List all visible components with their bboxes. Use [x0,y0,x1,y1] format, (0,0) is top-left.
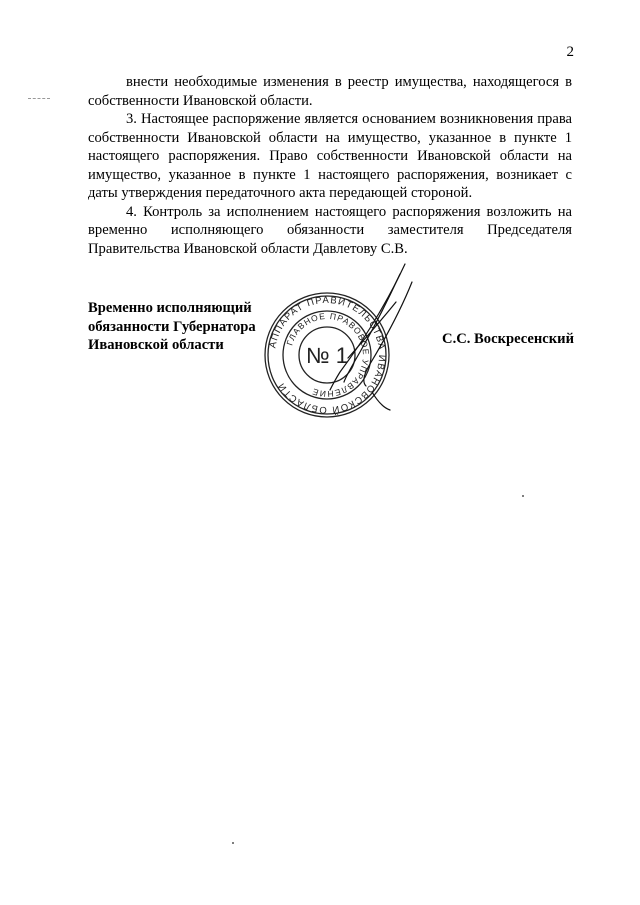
seal-outer-text: АППАРАТ ПРАВИТЕЛЬСТВА ИВАНОВСКОЙ ОБЛАСТИ [267,294,388,416]
body-text [88,73,572,258]
paragraph-3: 3. Настоящее распоряжение является основанием возникновения права собственности Ивановской области на имущество, указанное в пункте 1 настоящего распоряжения. Право собственности Ивановской области на имущество, указанное в пункте 1 настоящего распоряжения, возникает с даты утверждения передаточного акта передающей стороной. [88,111,572,201]
signatory-title-line: обязанности Губернатора [88,318,256,335]
paragraph-continuation: внести необходимые изменения в реестр имущества, находящегося в собственности Ивановской области. [88,74,572,109]
seal-inner-text: ГЛАВНОЕ ПРАВОВОЕ УПРАВЛЕНИЕ [284,310,372,400]
handwritten-signature [300,262,450,412]
paragraph-4: 4. Контроль за исполнением настоящего распоряжения возложить на временно исполняющего обязанности заместителя Председателя Правительства Ивановской области Давлетову С.В. [88,203,572,257]
scan-speck [522,495,524,497]
signatory-title-line: Временно исполняющий [88,300,252,316]
signatory-name: С.С. Воскресенский [442,331,574,347]
seal-number: № 1 [306,343,348,368]
page-number: 2 [566,44,574,60]
signatory-title-line: Ивановской области [88,337,224,353]
margin-mark [28,98,50,100]
signatory-title [88,299,256,355]
scan-speck [232,842,234,844]
